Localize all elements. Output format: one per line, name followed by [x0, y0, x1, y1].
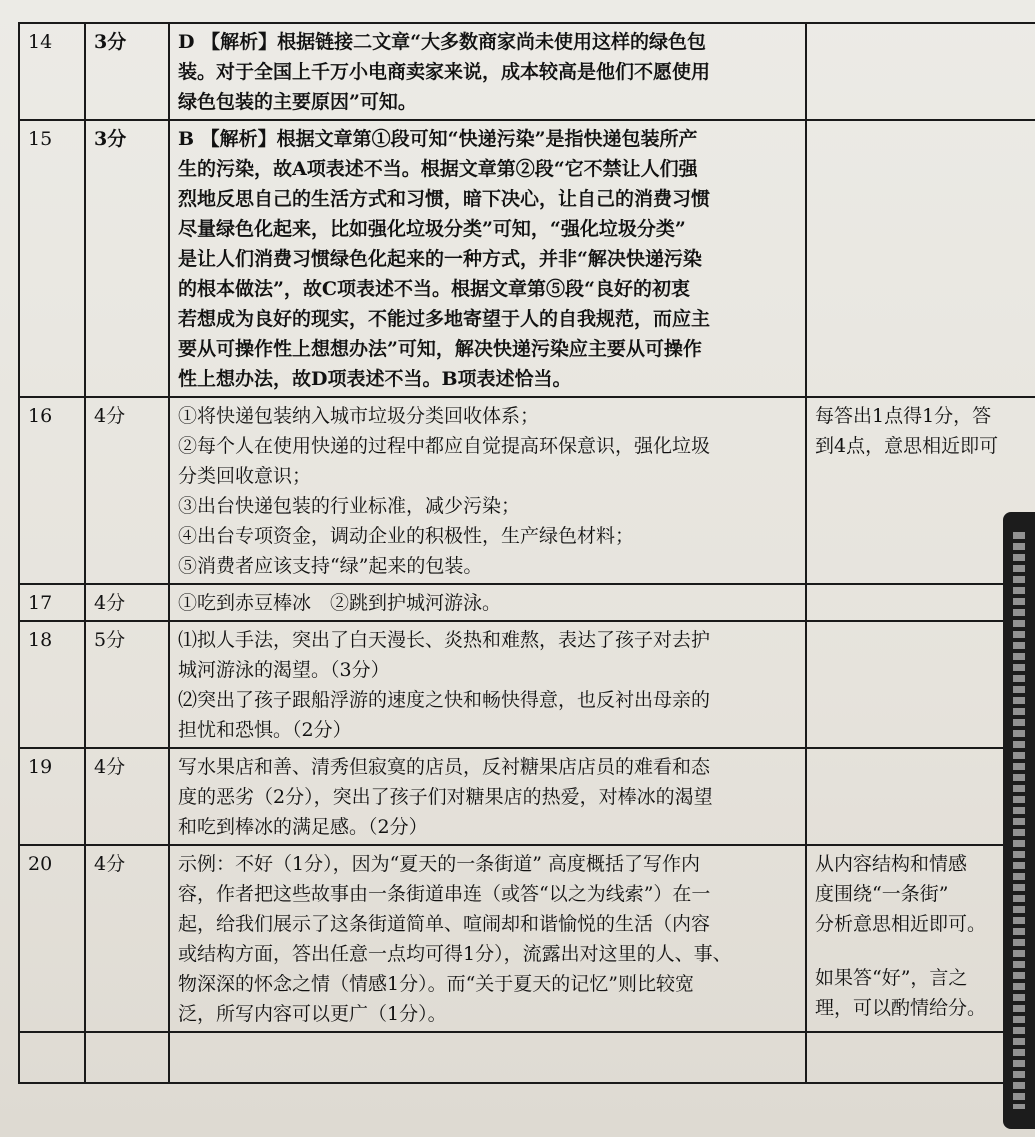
answer-cell [169, 23, 806, 120]
answer-line: 和吃到棒冰的满足感。（2分） [178, 816, 428, 838]
question-number: 18 [19, 621, 85, 748]
answer-line: 生的污染，故A项表述不当。根据文章第②段“它不禁让人们强 [178, 158, 698, 180]
answer-line: 装。对于全国上千万小电商卖家来说，成本较高是他们不愿使用 [178, 61, 711, 83]
answer-cell [169, 621, 806, 748]
question-score: 4分 [85, 584, 169, 621]
question-score: 3分 [85, 120, 169, 397]
answer-line: 若想成为良好的现实，不能过多地寄望于人的自我规范，而应主 [178, 308, 711, 330]
note-cell [806, 397, 1035, 584]
answer-cell [169, 584, 806, 621]
note-cell [806, 621, 1035, 748]
note-line: 从内容结构和情感 [815, 853, 968, 875]
answer-line: 是让人们消费习惯绿色化起来的一种方式，并非“解决快递污染 [178, 248, 702, 270]
table-row [19, 584, 1035, 621]
answer-line: 性上想办法，故D项表述不当。B项表述恰当。 [178, 368, 572, 390]
answer-line: ②每个人在使用快递的过程中都应自觉提高环保意识，强化垃圾 [178, 435, 711, 457]
empty-cell [19, 1032, 85, 1083]
answer-line: 泛，所写内容可以更广（1分）。 [178, 1003, 447, 1025]
question-score: 3分 [85, 23, 169, 120]
note-cell [806, 845, 1035, 1032]
note-line: 如果答“好”，言之 [815, 967, 968, 989]
answer-line: ⑴拟人手法，突出了白天漫长、炎热和难熬，表达了孩子对去护 [178, 629, 711, 651]
question-number: 20 [19, 845, 85, 1032]
answer-cell [169, 120, 806, 397]
answer-line: 写水果店和善、清秀但寂寞的店员，反衬糖果店店员的难看和态 [178, 756, 711, 778]
answer-line: ①吃到赤豆棒冰 ②跳到护城河游泳。 [178, 592, 502, 614]
answer-line: 烈地反思自己的生活方式和习惯，暗下决心，让自己的消费习惯 [178, 188, 711, 210]
answer-line: 分类回收意识； [178, 465, 312, 487]
note-line: 度围绕“一条街” [815, 883, 949, 905]
answer-table [18, 22, 1035, 1084]
note-cell [806, 748, 1035, 845]
answer-line: 城河游泳的渴望。（3分） [178, 659, 390, 681]
question-score: 4分 [85, 845, 169, 1032]
answer-line: 尽量绿色化起来，比如强化垃圾分类”可知，“强化垃圾分类” [178, 218, 686, 240]
note-cell [806, 23, 1035, 120]
binding-edge-tab [1003, 512, 1035, 1129]
answer-line: 绿色包装的主要原因”可知。 [178, 91, 417, 113]
answer-line: 度的恶劣（2分），突出了孩子们对糖果店的热爱，对棒冰的渴望 [178, 786, 713, 808]
note-line: 理，可以酌情给分。 [815, 997, 987, 1019]
answer-line: D 【解析】根据链接二文章“大多数商家尚未使用这样的绿色包 [178, 31, 707, 53]
blurred-edge-text [1013, 532, 1025, 1109]
answer-line: 担忧和恐惧。（2分） [178, 719, 352, 741]
answer-line: ④出台专项资金，调动企业的积极性，生产绿色材料； [178, 525, 635, 547]
answer-line: ③出台快递包装的行业标准，减少污染； [178, 495, 521, 517]
answer-line: ⑵突出了孩子跟船浮游的速度之快和畅快得意，也反衬出母亲的 [178, 689, 711, 711]
note-line: 每答出1点得1分，答 [815, 405, 992, 427]
question-score: 4分 [85, 397, 169, 584]
table-row [19, 621, 1035, 748]
question-score: 4分 [85, 748, 169, 845]
table-row [19, 845, 1035, 1032]
note-line: 分析意思相近即可。 [815, 913, 987, 935]
answer-line: 容，作者把这些故事由一条街道串连（或答“以之为线索”）在一 [178, 883, 711, 905]
empty-cell [85, 1032, 169, 1083]
answer-line: ⑤消费者应该支持“绿”起来的包装。 [178, 555, 483, 577]
note-cell [806, 584, 1035, 621]
question-number: 17 [19, 584, 85, 621]
answer-line: 示例：不好（1分），因为“夏天的一条街道” 高度概括了写作内 [178, 853, 701, 875]
table-row [19, 23, 1035, 120]
answer-line: 或结构方面，答出任意一点均可得1分），流露出对这里的人、事、 [178, 943, 732, 965]
empty-cell [169, 1032, 806, 1083]
answer-cell [169, 397, 806, 584]
answer-line: B 【解析】根据文章第①段可知“快递污染”是指快递包装所产 [178, 128, 698, 150]
table-row [19, 397, 1035, 584]
note-line: 到4点，意思相近即可 [815, 435, 999, 457]
answer-line: 物深深的怀念之情（情感1分）。而“关于夏天的记忆”则比较宽 [178, 973, 695, 995]
question-number: 14 [19, 23, 85, 120]
empty-row [19, 1032, 1035, 1083]
table-row [19, 748, 1035, 845]
answer-line: ①将快递包装纳入城市垃圾分类回收体系； [178, 405, 540, 427]
question-number: 19 [19, 748, 85, 845]
note-spacer [815, 939, 1032, 963]
answer-line: 要从可操作性上想想办法”可知，解决快递污染应主要从可操作 [178, 338, 702, 360]
question-score: 5分 [85, 621, 169, 748]
table-row [19, 120, 1035, 397]
answer-line: 起，给我们展示了这条街道简单、喧闹却和谐愉悦的生活（内容 [178, 913, 711, 935]
answer-cell [169, 748, 806, 845]
question-number: 15 [19, 120, 85, 397]
empty-cell [806, 1032, 1035, 1083]
answer-cell [169, 845, 806, 1032]
note-cell [806, 120, 1035, 397]
answer-line: 的根本做法”，故C项表述不当。根据文章第⑤段“良好的初衷 [178, 278, 690, 300]
question-number: 16 [19, 397, 85, 584]
